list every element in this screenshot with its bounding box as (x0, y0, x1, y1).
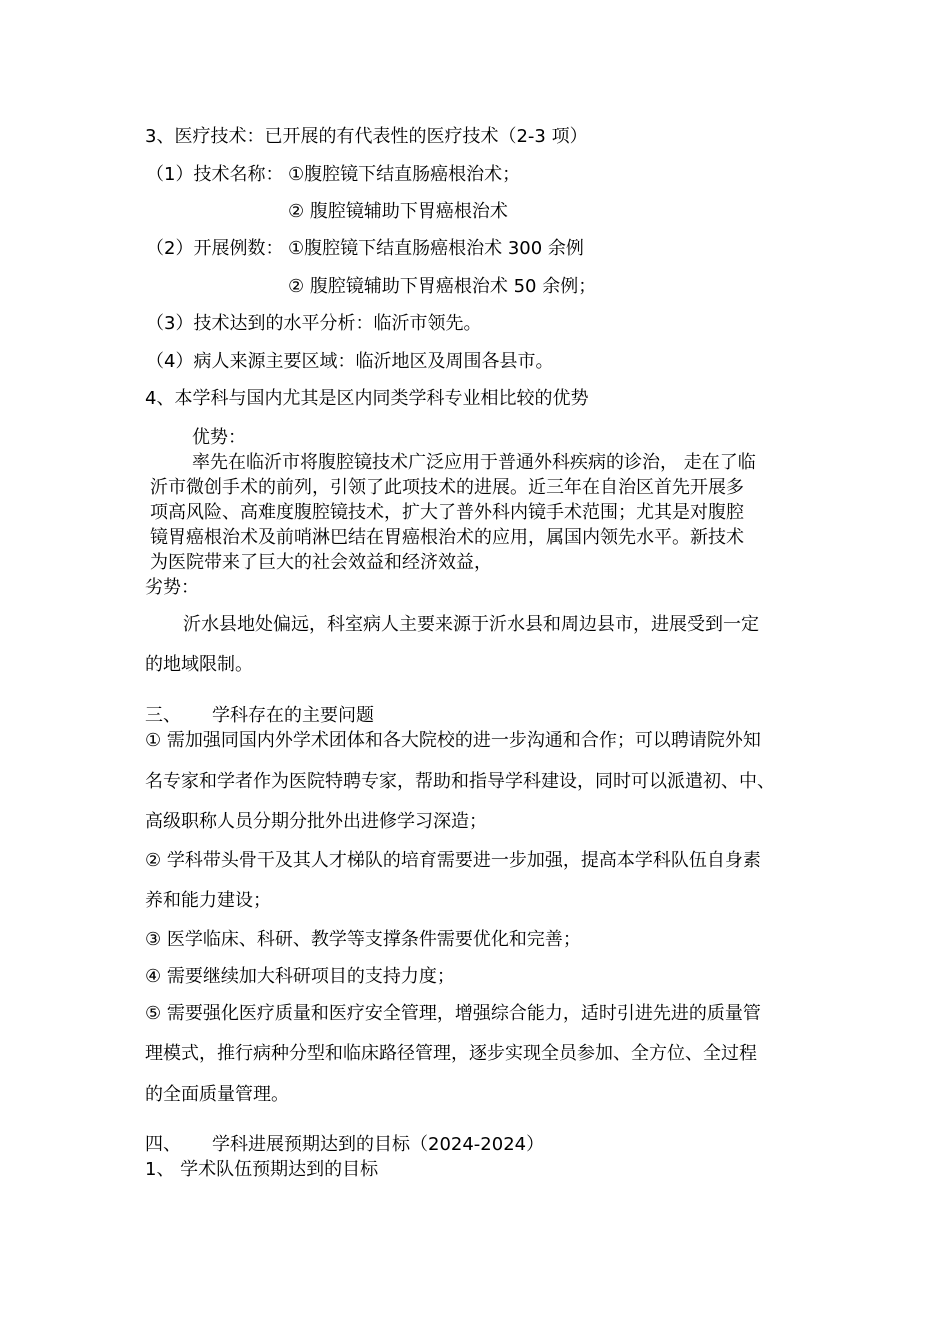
problem-line: 养和能力建设； (145, 890, 271, 911)
advantage-text-line: 率先在临沂市将腹腔镜技术广泛应用于普通外科疾病的诊治， 走在了临 (192, 452, 756, 473)
problem-line: ③ 医学临床、科研、教学等支撑条件需要优化和完善； (145, 929, 581, 950)
disadvantage-text-line: 的地域限制。 (145, 654, 253, 675)
goals-heading: 学科进展预期达到的目标（2024-2024） (212, 1134, 545, 1155)
tech-name-2: ② 腹腔镜辅助下胃癌根治术 (288, 201, 508, 222)
problems-section-number: 三、 (145, 705, 181, 726)
goals-section-number: 四、 (145, 1134, 181, 1155)
advantage-text-line: 项高风险、高难度腹腔镜技术，扩大了普外科内镜手术范围；尤其是对腹腔 (150, 502, 744, 523)
problem-line: ① 需加强同国内外学术团体和各大院校的进一步沟通和合作；可以聘请院外知 (145, 730, 761, 751)
section4-heading: 4、本学科与国内尤其是区内同类学科专业相比较的优势 (145, 388, 589, 409)
disadvantage-text-line: 沂水县地处偏远，科室病人主要来源于沂水县和周边县市，进展受到一定 (183, 614, 759, 635)
problem-line: 理模式，推行病种分型和临床路径管理，逐步实现全员参加、全方位、全过程 (145, 1043, 757, 1064)
advantage-text-line: 为医院带来了巨大的社会效益和经济效益， (150, 552, 492, 573)
problem-line: ④ 需要继续加大科研项目的支持力度； (145, 966, 455, 987)
advantage-text-line: 镜胃癌根治术及前哨淋巴结在胃癌根治术的应用，属国内领先水平。新技术 (150, 527, 744, 548)
case-count-1: ①腹腔镜下结直肠癌根治术 300 余例 (288, 238, 584, 259)
problem-line: 高级职称人员分期分批外出进修学习深造； (145, 811, 487, 832)
tech-level-analysis: （3）技术达到的水平分析：临沂市领先。 (146, 313, 482, 334)
patient-source-region: （4）病人来源主要区域：临沂地区及周围各县市。 (146, 351, 554, 372)
problem-line: 名专家和学者作为医院特聘专家，帮助和指导学科建设，同时可以派遣初、中、 (145, 771, 775, 792)
problem-line: ⑤ 需要强化医疗质量和医疗安全管理，增强综合能力，适时引进先进的质量管 (145, 1003, 761, 1024)
case-count-label: （2）开展例数： (146, 238, 284, 259)
problems-heading: 学科存在的主要问题 (212, 705, 374, 726)
advantage-label: 优势： (192, 427, 246, 448)
problem-line: ② 学科带头骨干及其人才梯队的培育需要进一步加强，提高本学科队伍自身素 (145, 850, 761, 871)
problem-line: 的全面质量管理。 (145, 1084, 289, 1105)
disadvantage-label: 劣势： (145, 577, 199, 598)
case-count-2: ② 腹腔镜辅助下胃癌根治术 50 余例； (288, 276, 597, 297)
tech-name-1: ①腹腔镜下结直肠癌根治术； (288, 164, 521, 185)
section3-heading: 3、医疗技术：已开展的有代表性的医疗技术（2-3 项） (145, 126, 588, 147)
goals-item-1: 1、 学术队伍预期达到的目标 (145, 1159, 379, 1180)
tech-name-label: （1）技术名称： (146, 164, 284, 185)
advantage-text-line: 沂市微创手术的前列，引领了此项技术的进展。近三年在自治区首先开展多 (150, 477, 744, 498)
